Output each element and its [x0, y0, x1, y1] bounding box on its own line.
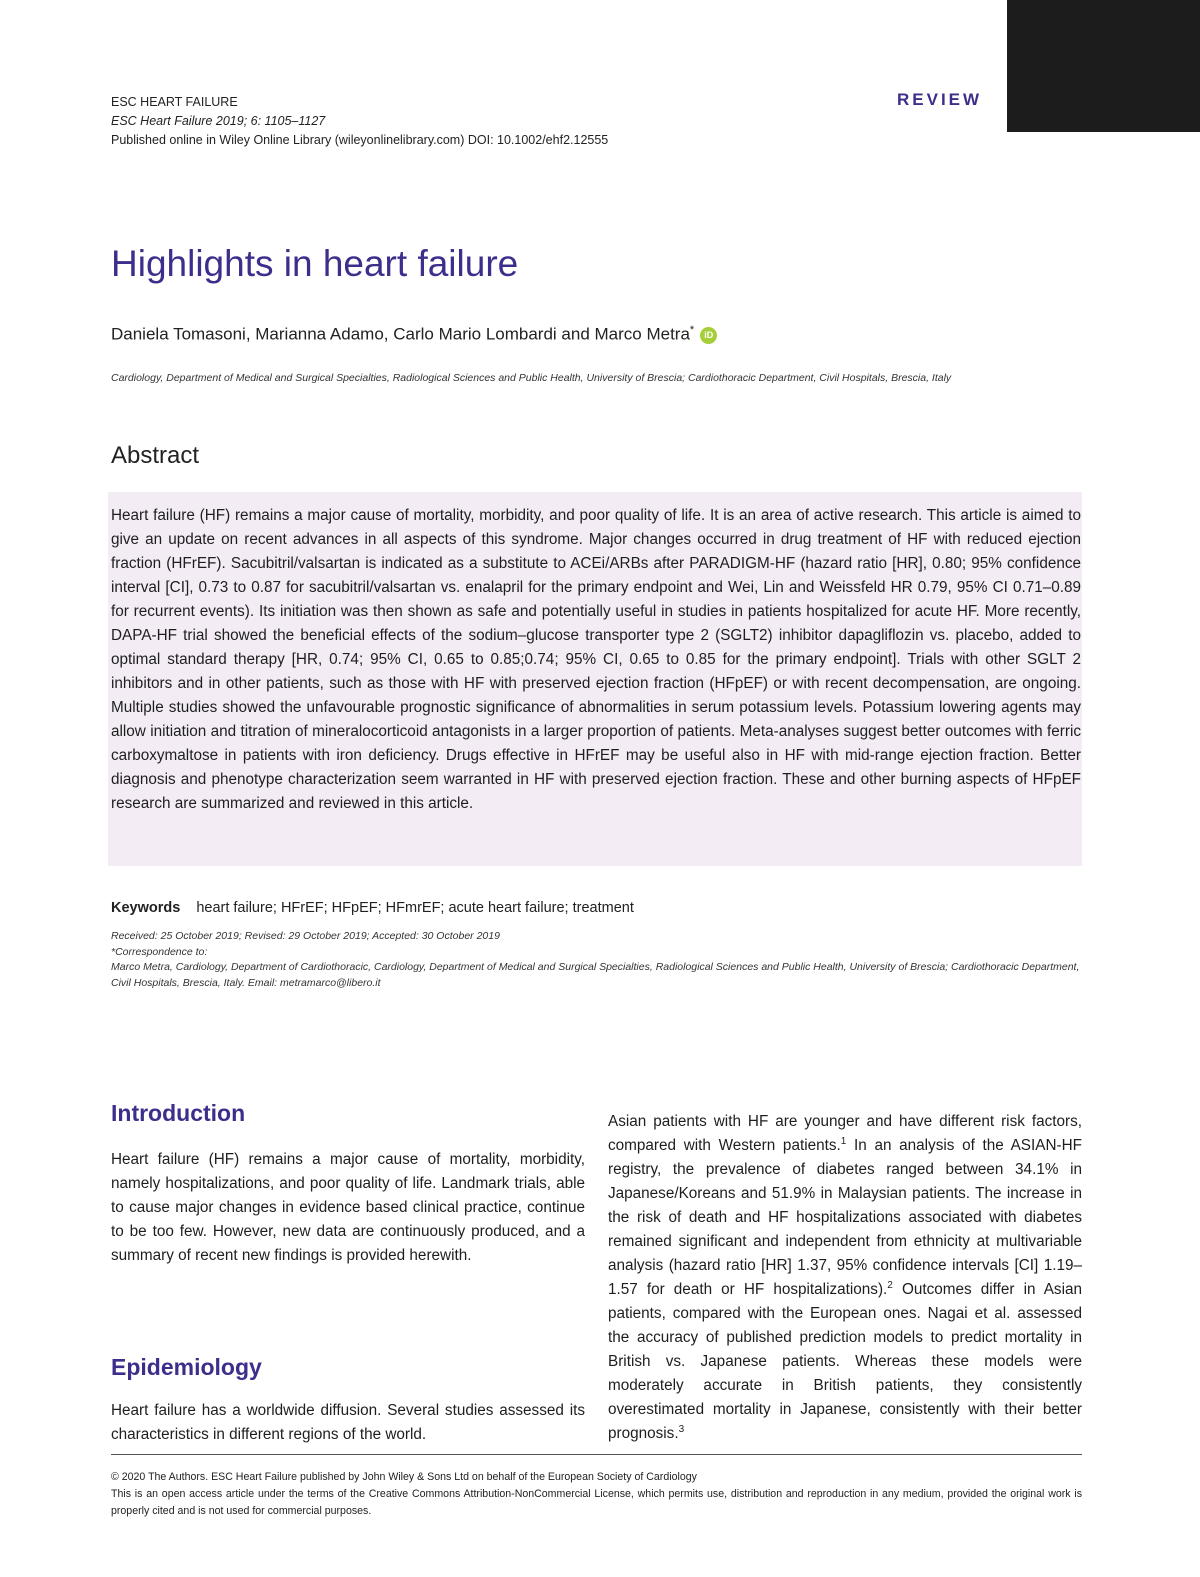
reference-2[interactable]: 2 — [887, 1279, 893, 1291]
keywords — [111, 900, 634, 916]
introduction-body — [111, 1148, 585, 1268]
epidemiology-text: Heart failure has a worldwide diffusion. Several studies assessed its characteristics in different regions of the world. — [111, 1402, 585, 1443]
article-dates — [111, 929, 1086, 991]
footer-divider — [111, 1454, 1082, 1455]
correspondence-label: *Correspondence to: — [111, 945, 208, 958]
history-dates: Received: 25 October 2019; Revised: 29 October 2019; Accepted: 30 October 2019 — [111, 930, 500, 942]
corner-tab — [1007, 0, 1200, 132]
author-list — [111, 324, 717, 345]
reference-3[interactable]: 3 — [678, 1423, 685, 1435]
keywords-label: Keywords — [111, 900, 181, 916]
epidemiology-heading: Epidemiology — [111, 1354, 262, 1380]
right-column-part-1: Asian patients with HF are younger and have different risk factors, compared with Western patients. — [608, 1113, 1082, 1154]
introduction-text: Heart failure (HF) remains a major cause of mortality, morbidity, namely hospitalizations, and poor quality of life. Landmark trials, able to cause major changes in evidence based clinical practice, continue to be too few. However, new data are continuously produced, and a summary of recent new findings is provided herewith. — [111, 1151, 585, 1264]
footer — [111, 1469, 1082, 1520]
affiliation: Cardiology, Department of Medical and Surgical Specialties, Radiological Sciences and Public Health, University of Brescia; Cardiothoracic Department, Civil Hospitals, Brescia, Italy — [111, 372, 952, 384]
corresponding-marker: * — [689, 324, 695, 336]
right-column-body — [608, 1110, 1082, 1446]
introduction-heading: Introduction — [111, 1100, 246, 1126]
journal-name: ESC HEART FAILURE — [111, 95, 238, 109]
article-type-label: REVIEW — [897, 90, 983, 109]
orcid-icon[interactable]: iD — [700, 327, 717, 344]
citation: ESC Heart Failure 2019; 6: 1105–1127 — [111, 114, 326, 128]
right-column-part-3: Outcomes differ in Asian patients, compared with the European ones. Nagai et al. assessed the accuracy of published prediction models to predict mortality in British vs. Japanese patients. Whereas these models were moderately accurate in British patients, they consistently overestimated mortality in Japanese, consistently with their better prognosis. — [608, 1281, 1082, 1442]
author-names: Daniela Tomasoni, Marianna Adamo, Carlo Mario Lombardi and Marco Metra — [111, 324, 690, 344]
published-line: Published online in Wiley Online Library (wileyonlinelibrary.com) DOI: 10.1002/ehf2.12555 — [111, 133, 609, 147]
correspondence-details: Marco Metra, Cardiology, Department of Cardiothoracic, Cardiology, Department of Medical and Surgical Specialties, Radiological Sciences and Public Health, University of Brescia; Cardiothoracic Department, Civil Hospitals, Brescia, Italy. Email: metramarco@libero.it — [111, 961, 1080, 989]
reference-1[interactable]: 1 — [840, 1135, 847, 1147]
right-column-part-2: In an analysis of the ASIAN-HF registry, the prevalence of diabetes ranged between 34.1% in Japanese/Koreans and 51.9% in Malaysian patients. The increase in the risk of death and HF hospitalizations associated with diabetes remained significant and independent from ethnicity at multivariable analysis (hazard ratio [HR] 1.37, 95% confidence intervals [CI] 1.19–1.57 for death or HF hospitalizations). — [608, 1137, 1082, 1298]
abstract-heading: Abstract — [111, 442, 200, 469]
journal-header — [111, 93, 608, 150]
license-text: This is an open access article under the terms of the Creative Commons Attribution-NonCommercial License, which permits use, distribution and reproduction in any medium, provided the original work is properly cited and is not used for commercial purposes. — [111, 1488, 1082, 1517]
right-column-text — [608, 1110, 1082, 1446]
article-title: Highlights in heart failure — [111, 243, 519, 284]
abstract-text: Heart failure (HF) remains a major cause of mortality, morbidity, and poor quality of life. It is an area of active research. This article is aimed to give an update on recent advances in all aspects of this syndrome. Major changes occurred in drug treatment of HF with reduced ejection fraction (HFrEF). Sacubitril/valsartan is indicated as a substitute to ACEi/ARBs after PARADIGM-HF (hazard ratio [HR], 0.80; 95% confidence interval [CI], 0.73 to 0.87 for sacubitril/valsartan vs. enalapril for the primary endpoint and Wei, Lin and Weissfeld HR 0.79, 95% CI 0.71–0.89 for recurrent events). Its initiation was then shown as safe and potentially useful in studies in patients hospitalized for acute HF. More recently, DAPA-HF trial showed the beneficial effects of the sodium–glucose transporter type 2 (SGLT2) inhibitor dapagliflozin vs. placebo, added to optimal standard therapy [HR, 0.74; 95% CI, 0.65 to 0.85;0.74; 95% CI, 0.65 to 0.85 for the primary endpoint]. Trials with other SGLT 2 inhibitors and in other patients, such as those with HF with preserved ejection fraction (HFpEF) or with recent decompensation, are ongoing. Multiple studies showed the unfavourable prognostic significance of abnormalities in serum potassium levels. Potassium lowering agents may allow initiation and titration of mineralocorticoid antagonists in a larger proportion of patients. Meta-analyses suggest better outcomes with ferric carboxymaltose in patients with iron deficiency. Drugs effective in HFrEF may be useful also in HF with mid-range ejection fraction. Better diagnosis and phenotype characterization seem warranted in HF with preserved ejection fraction. These and other burning aspects of HFpEF research are summarized and reviewed in this article. — [111, 507, 1081, 812]
copyright-line: © 2020 The Authors. ESC Heart Failure published by John Wiley & Sons Ltd on behalf of the European Society of Cardiology — [111, 1471, 697, 1483]
epidemiology-body — [111, 1399, 585, 1447]
keywords-list: heart failure; HFrEF; HFpEF; HFmrEF; acute heart failure; treatment — [196, 900, 634, 916]
